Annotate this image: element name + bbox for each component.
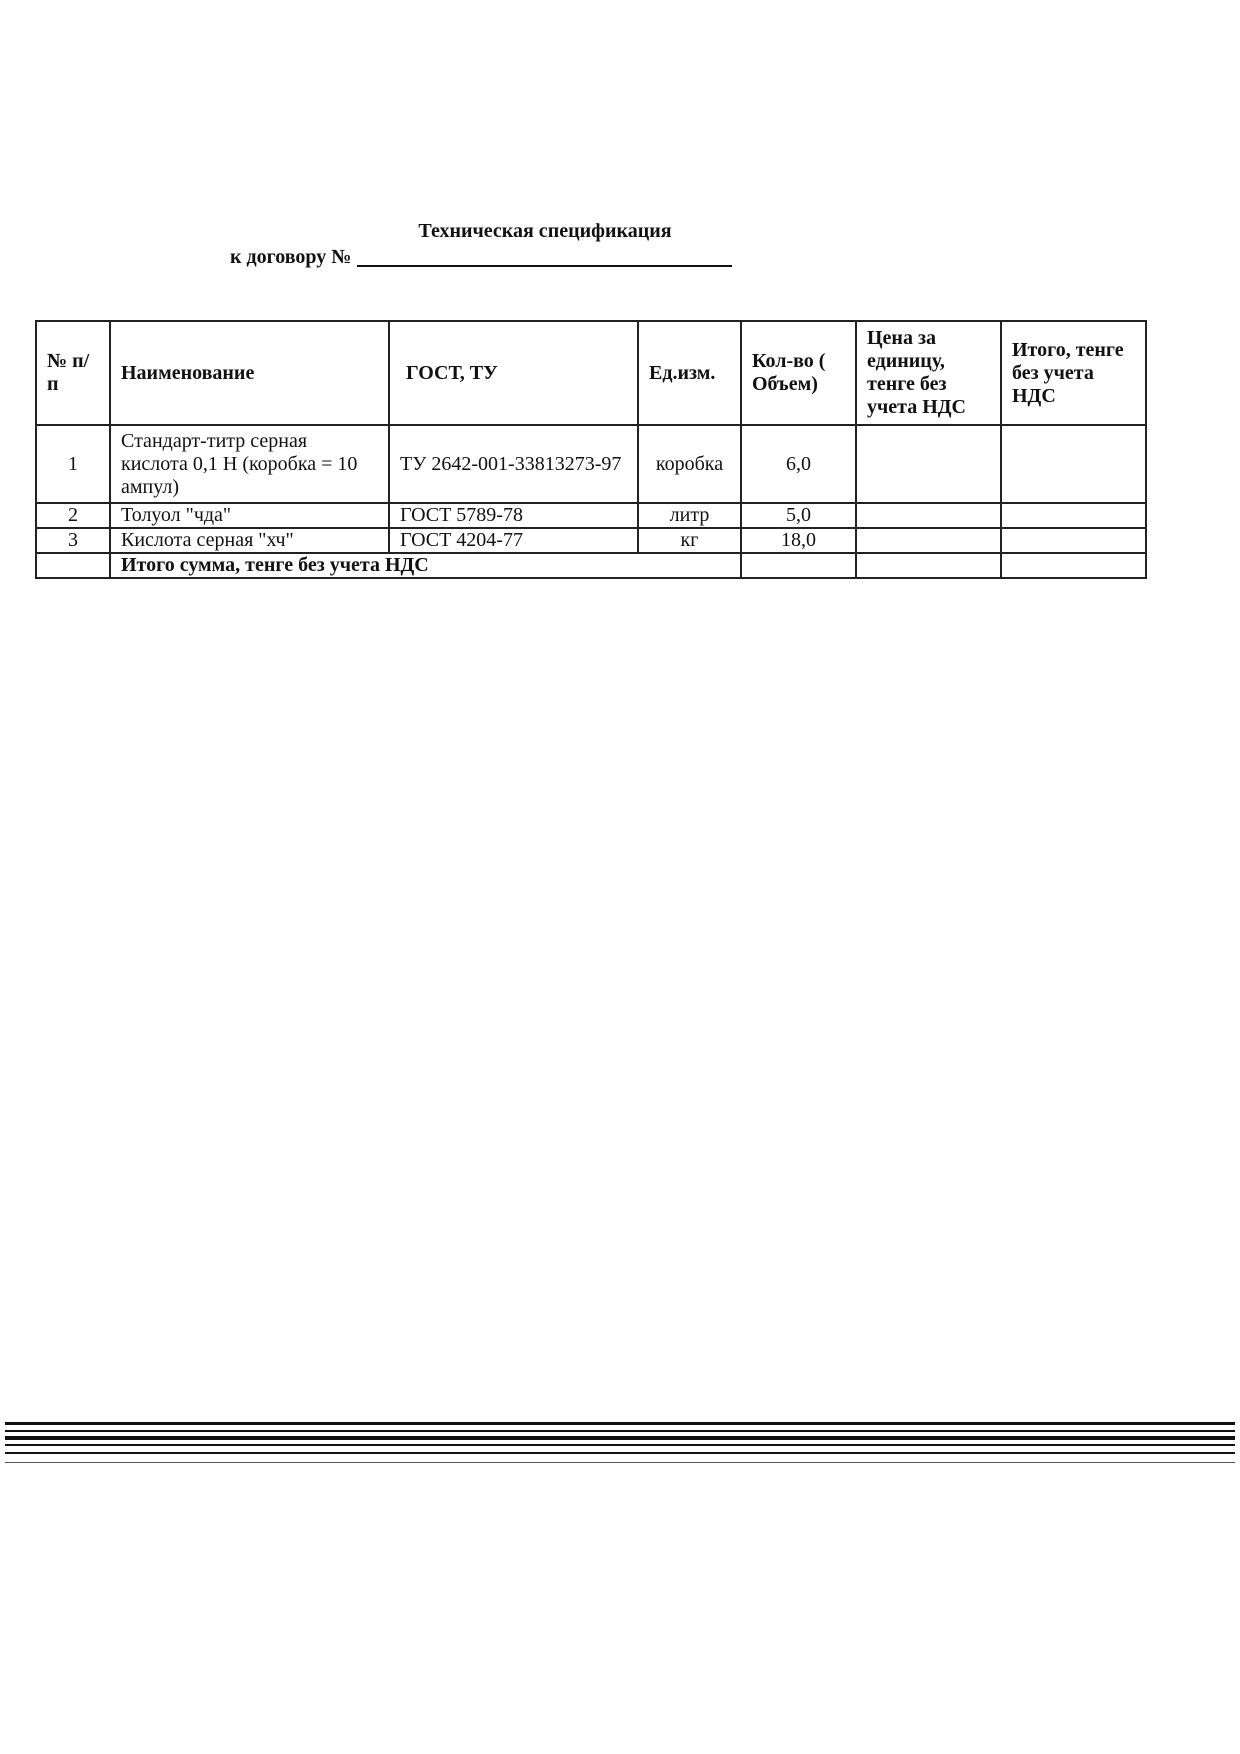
header-price: Цена за единицу, тенге без учета НДС xyxy=(856,321,1001,425)
document-title: Техническая спецификация xyxy=(418,220,672,242)
row-gost: ГОСТ 4204-77 xyxy=(389,528,638,553)
contract-label: к договору № xyxy=(230,246,352,268)
header-gost: ГОСТ, ТУ xyxy=(389,321,638,425)
total-qty-cell xyxy=(741,553,856,578)
row-price xyxy=(856,503,1001,528)
total-row xyxy=(36,553,1146,578)
header-total: Итого, тенге без учета НДС xyxy=(1001,321,1146,425)
row-gost: ГОСТ 5789-78 xyxy=(389,503,638,528)
footer-rule xyxy=(5,1444,1235,1446)
footer-rule xyxy=(5,1422,1235,1425)
header-qty: Кол-во ( Объем) xyxy=(741,321,856,425)
contract-number-blank xyxy=(357,264,732,267)
specification-table xyxy=(35,320,1147,579)
row-unit: кг xyxy=(638,528,741,553)
row-price xyxy=(856,528,1001,553)
total-num-cell xyxy=(36,553,110,578)
header-name: Наименование xyxy=(110,321,389,425)
footer-rule xyxy=(5,1430,1235,1432)
table-header-row xyxy=(36,321,1146,425)
row-total xyxy=(1001,528,1146,553)
row-total xyxy=(1001,425,1146,503)
row-qty: 6,0 xyxy=(741,425,856,503)
total-price-cell xyxy=(856,553,1001,578)
table-row xyxy=(36,528,1146,553)
row-num: 2 xyxy=(36,503,110,528)
row-price xyxy=(856,425,1001,503)
table-row xyxy=(36,425,1146,503)
total-label: Итого сумма, тенге без учета НДС xyxy=(110,553,741,578)
row-unit: литр xyxy=(638,503,741,528)
row-gost: ТУ 2642-001-33813273-97 xyxy=(389,425,638,503)
row-num: 1 xyxy=(36,425,110,503)
footer-rule xyxy=(5,1436,1235,1440)
footer-rule xyxy=(5,1462,1235,1463)
row-unit: коробка xyxy=(638,425,741,503)
table-row xyxy=(36,503,1146,528)
row-name: Кислота серная "хч" xyxy=(110,528,389,553)
footer-rule xyxy=(5,1452,1235,1454)
row-qty: 18,0 xyxy=(741,528,856,553)
row-name: Стандарт-титр серная кислота 0,1 Н (коробка = 10 ампул) xyxy=(110,425,389,503)
header-unit: Ед.изм. xyxy=(638,321,741,425)
total-sum-cell xyxy=(1001,553,1146,578)
contract-number-line xyxy=(230,246,732,269)
row-num: 3 xyxy=(36,528,110,553)
row-total xyxy=(1001,503,1146,528)
row-name: Толуол "чда" xyxy=(110,503,389,528)
row-qty: 5,0 xyxy=(741,503,856,528)
header-num: № п/п xyxy=(36,321,110,425)
